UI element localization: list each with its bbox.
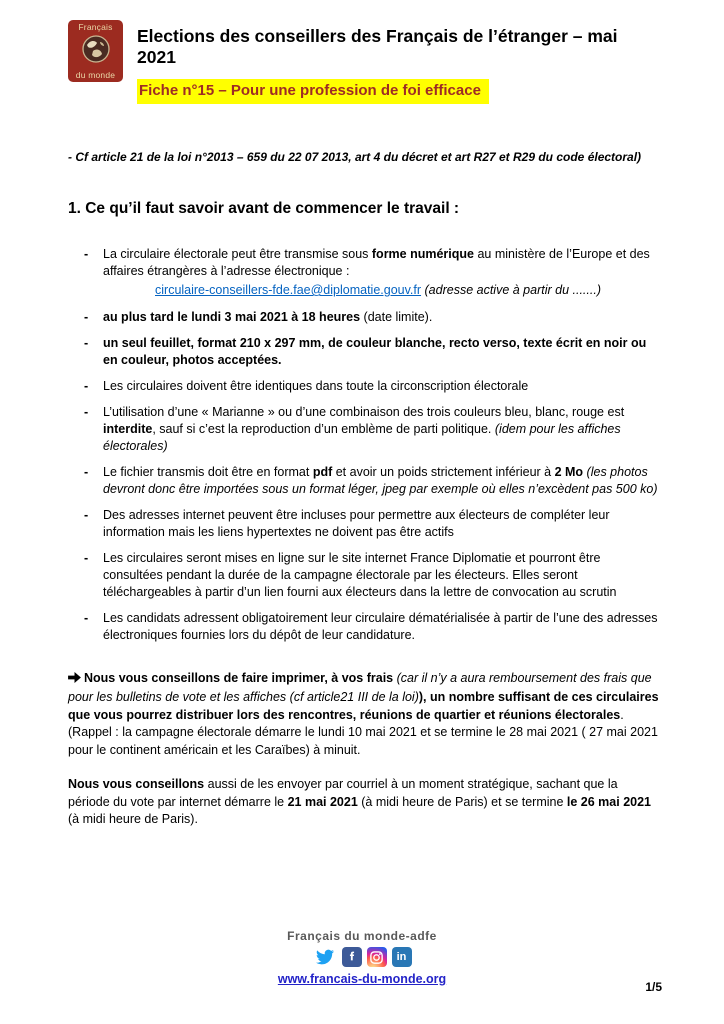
social-icons-row xyxy=(0,947,724,967)
bullet-item-deadline xyxy=(84,309,660,326)
bullet-item-pdf-size xyxy=(84,464,660,498)
logo-text-top: Français xyxy=(78,22,113,32)
footer-org-name: Français du monde-adfe xyxy=(287,929,437,943)
bullet-item-email-origin xyxy=(84,610,660,644)
facebook-icon[interactable] xyxy=(342,947,362,967)
website-link[interactable]: www.francais-du-monde.org xyxy=(277,972,447,986)
francais-du-monde-logo xyxy=(68,20,123,82)
bullet-text: L’utilisation d’une « Marianne » ou d’une combinaison des trois couleurs bleu, blanc, rouge est interdite, sauf si c’est la reproduction d’un emblème de parti politique. (idem pour les affiches électorales) xyxy=(103,405,625,453)
linkedin-label: in xyxy=(396,950,407,963)
email-note: (adresse active à partir du .......) xyxy=(421,283,601,297)
instagram-icon[interactable] xyxy=(367,947,387,967)
bullet-item-identical xyxy=(84,378,660,395)
document-footer xyxy=(0,929,724,988)
email-line xyxy=(155,282,660,299)
document-subtitle: Fiche n°15 – Pour une profession de foi efficace xyxy=(137,79,489,104)
bullet-text: Les circulaires doivent être identiques dans toute la circonscription électorale xyxy=(103,379,529,393)
legal-reference-line: - Cf article 21 de la loi n°2013 – 659 du 22 07 2013, art 4 du décret et art R27 et R29 du code électoral) xyxy=(68,150,642,164)
arrow-right-icon xyxy=(68,671,81,689)
bullet-item-transmission xyxy=(84,246,660,300)
logo-text-bottom: du monde xyxy=(75,69,116,80)
bullet-item-online-publication xyxy=(84,550,660,601)
advice-paragraph-print xyxy=(68,670,660,760)
twitter-icon[interactable] xyxy=(313,947,337,967)
bullet-text: au plus tard le lundi 3 mai 2021 à 18 heures (date limite). xyxy=(103,310,433,324)
globe-icon xyxy=(81,34,111,69)
advice-paragraph-email xyxy=(68,776,660,829)
linkedin-icon[interactable] xyxy=(392,947,412,967)
bullet-text: La circulaire électorale peut être transmise sous forme numérique au ministère de l’Europe et des affaires étrangères à l’adresse électronique : xyxy=(103,247,650,278)
advice-text: Nous vous conseillons de faire imprimer, à vos frais (car il n’y a aura remboursement des frais que pour les bulletins de vote et les affiches (cf article21 III de la loi)), un nombre suffisant de ces circulaires que vous pourrez distribuer lors des rencontres, réunions de quartier et réunions électorales. (Rappel : la campagne électorale démarre le lundi 10 mai 2021 et se termine le 28 mai 2021 ( 27 mai 2021 pour le continent américain et les Caraïbes) à minuit. xyxy=(68,671,659,757)
section-heading: 1. Ce qu’il faut savoir avant de commencer le travail : xyxy=(68,200,460,217)
header-text-block xyxy=(137,20,660,104)
bullet-text: Les circulaires seront mises en ligne sur le site internet France Diplomatie et pourront être consultées pendant la durée de la campagne électorale par les électeurs. Elles seront téléchargeables à partir d’un lien fourni aux électeurs dans la lettre de convocation au scrutin xyxy=(103,551,617,599)
bullet-text: un seul feuillet, format 210 x 297 mm, de couleur blanche, recto verso, texte écrit en noir ou en couleur, photos acceptées. xyxy=(103,336,647,367)
document-title: Elections des conseillers des Français de l’étranger – mai 2021 xyxy=(137,26,618,67)
bullet-text: Des adresses internet peuvent être incluses pour permettre aux électeurs de compléter leur information mais les liens hypertextes ne doivent pas être actifs xyxy=(103,508,610,539)
document-header xyxy=(68,20,660,104)
bullet-list xyxy=(68,246,660,644)
advice-text: Nous vous conseillons aussi de les envoyer par courriel à un moment stratégique, sachant que la période du vote par internet démarre le 21 mai 2021 (à midi heure de Paris) et se termine le 26 mai 2021 (à midi heure de Paris). xyxy=(68,776,652,827)
page-number: 1/5 xyxy=(645,980,662,994)
bullet-text: Les candidats adressent obligatoirement leur circulaire dématérialisée à partir de l’une des adresses électroniques fournies lors du dépôt de leur candidature. xyxy=(103,611,658,642)
bullet-item-internet-links xyxy=(84,507,660,541)
bullet-text: Le fichier transmis doit être en format pdf et avoir un poids strictement inférieur à 2 Mo (les photos devront donc être importées sous un format léger, jpeg par exemple où elles n’excèdent pas 500 ko) xyxy=(103,465,658,496)
bullet-item-format xyxy=(84,335,660,369)
email-link[interactable]: circulaire-conseillers-fde.fae@diplomatie.gouv.fr xyxy=(155,283,422,297)
bullet-item-marianne xyxy=(84,404,660,455)
